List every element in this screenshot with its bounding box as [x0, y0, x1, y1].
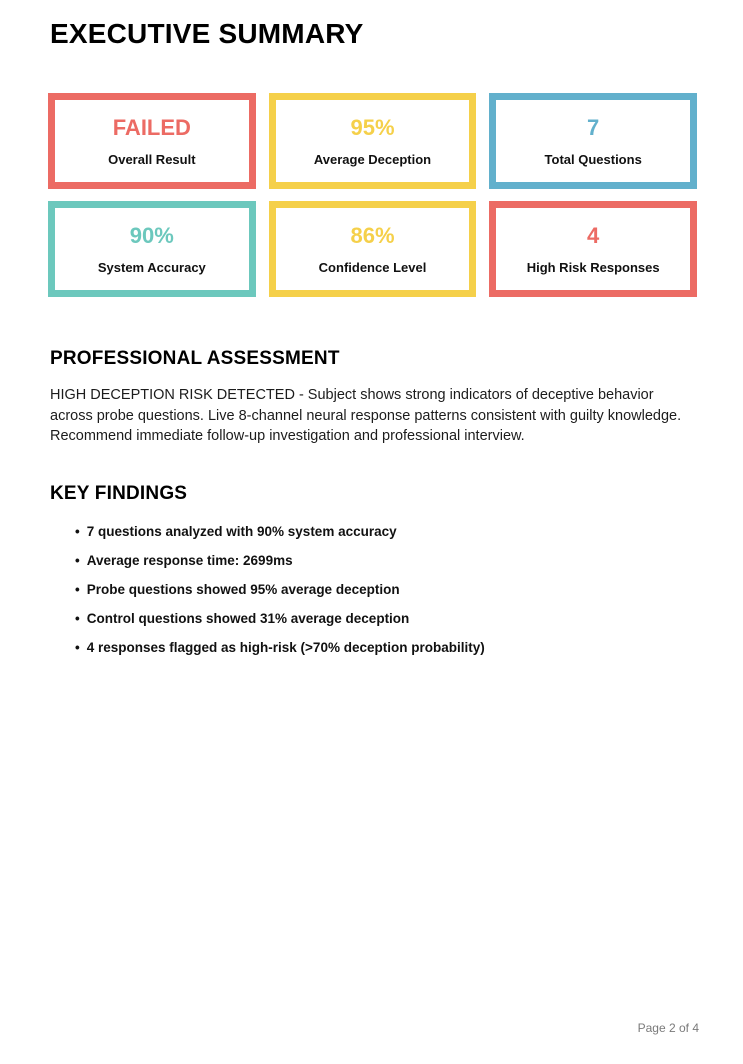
metric-value: 90% [129, 222, 174, 248]
metric-value: 4 [587, 222, 600, 248]
finding-text: Control questions showed 31% average deception [86, 611, 410, 627]
key-findings-list [50, 525, 697, 655]
metric-card-total-questions [489, 93, 697, 189]
professional-assessment-body: HIGH DECEPTION RISK DETECTED - Subject shows strong indicators of deceptive behavior across probe questions. Live 8-channel neural response patterns consistent with guilty knowledge. Recommend immediate follow-up investigation and professional interview. [50, 387, 682, 445]
bullet-icon: • [75, 611, 80, 627]
metric-label: High Risk Responses [526, 259, 660, 275]
key-findings-heading: KEY FINDINGS [50, 483, 188, 505]
finding-text: 7 questions analyzed with 90% system accuracy [86, 524, 397, 540]
metric-value: 7 [587, 114, 600, 140]
bullet-icon: • [75, 553, 80, 569]
finding-item [75, 583, 697, 597]
finding-text: Average response time: 2699ms [86, 553, 293, 569]
finding-item [75, 554, 697, 568]
finding-item [75, 525, 697, 539]
finding-item [75, 612, 697, 626]
metric-value: 95% [350, 114, 395, 140]
metric-label: Confidence Level [318, 259, 427, 275]
finding-item [75, 641, 697, 655]
metric-card-average-deception [269, 93, 477, 189]
metric-label: Average Deception [313, 151, 432, 167]
page-number: Page 2 of 4 [637, 1021, 699, 1035]
professional-assessment-heading: PROFESSIONAL ASSESSMENT [50, 348, 340, 369]
bullet-icon: • [75, 524, 80, 540]
metric-card-confidence-level [269, 201, 477, 297]
metric-card-system-accuracy [48, 201, 256, 297]
metric-value: FAILED [112, 114, 191, 140]
metric-label: System Accuracy [97, 259, 206, 275]
metric-value: 86% [350, 222, 395, 248]
bullet-icon: • [75, 582, 80, 598]
metric-label: Total Questions [544, 151, 642, 167]
metric-cards-grid [48, 93, 697, 297]
finding-text: Probe questions showed 95% average deception [86, 582, 400, 598]
metric-label: Overall Result [108, 151, 196, 167]
bullet-icon: • [75, 640, 80, 656]
metric-card-high-risk-responses [489, 201, 697, 297]
report-page [0, 20, 743, 655]
page-title: EXECUTIVE SUMMARY [50, 18, 364, 49]
finding-text: 4 responses flagged as high-risk (>70% deception probability) [86, 640, 485, 656]
metric-card-overall-result [48, 93, 256, 189]
